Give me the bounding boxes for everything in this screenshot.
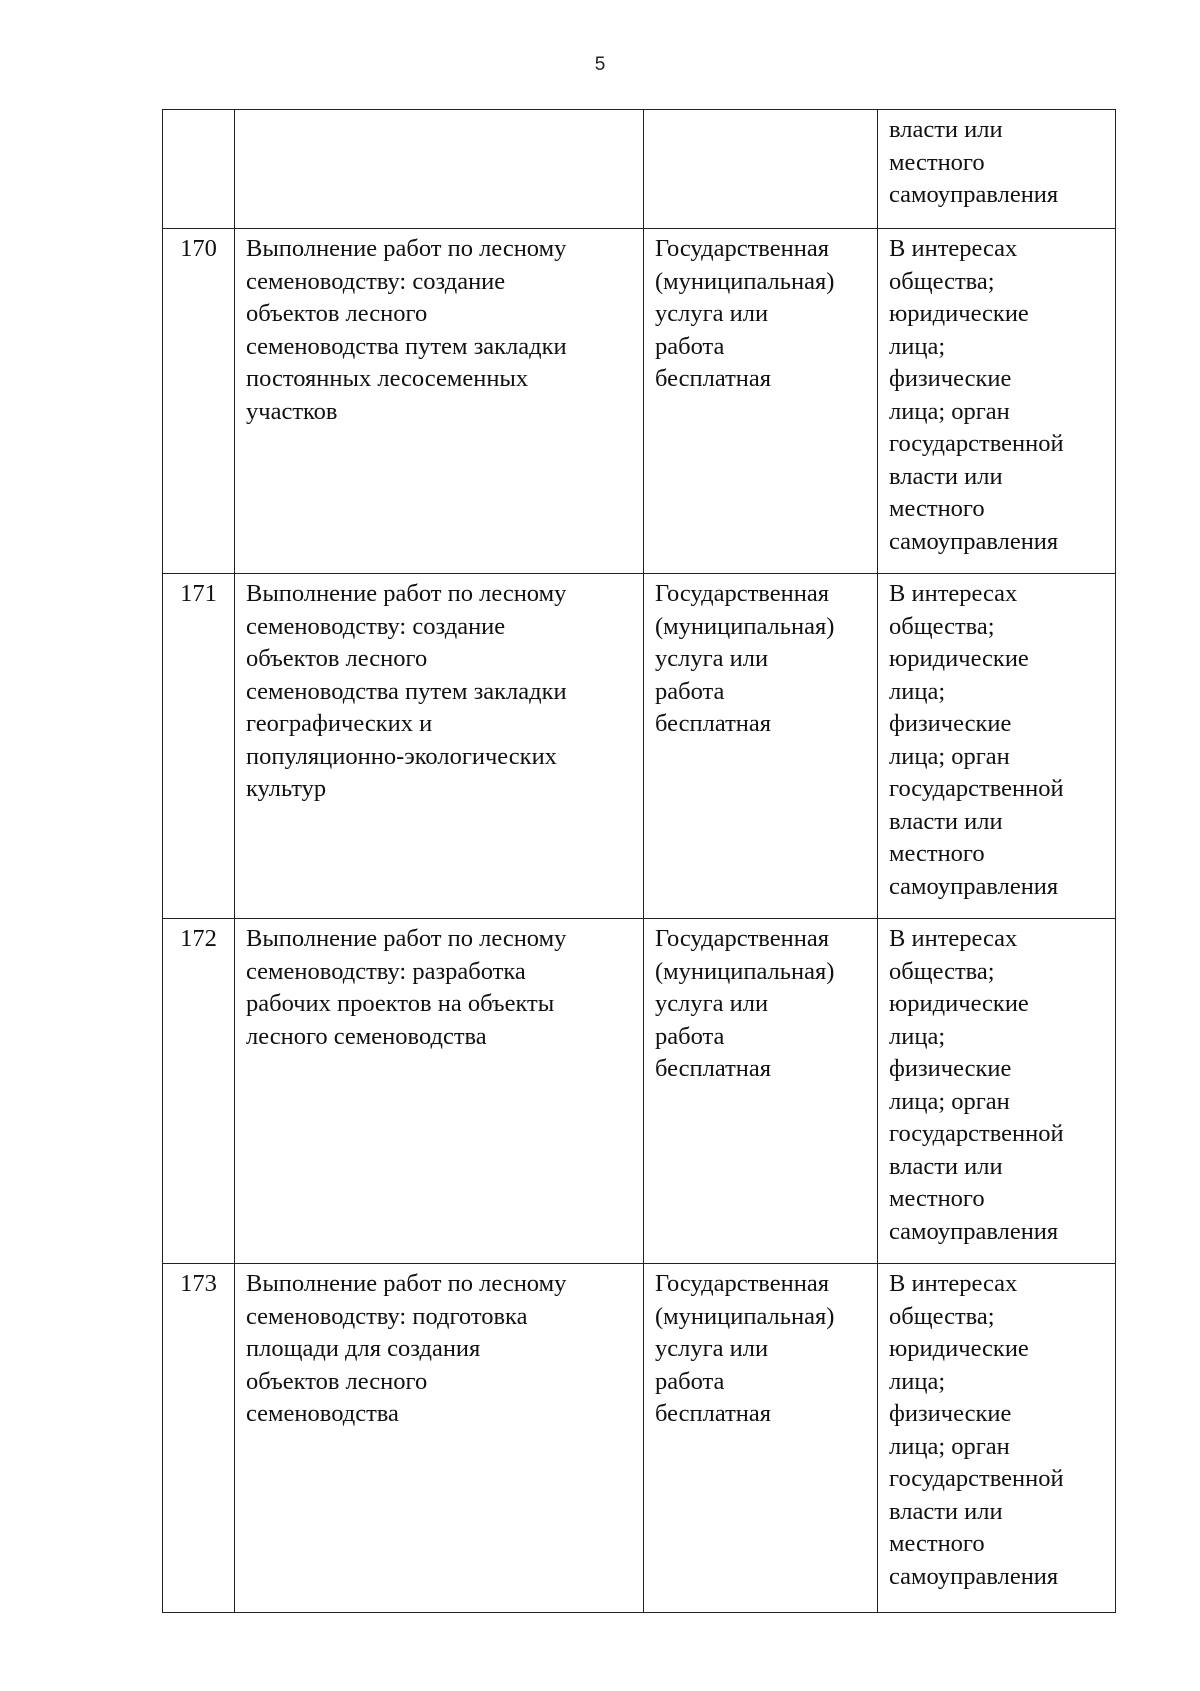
table-row [163, 574, 1116, 919]
service-type-cell: Государственная (муниципальная) услуга или работа бесплатная [644, 1264, 878, 1613]
page-number: 5 [594, 54, 606, 75]
service-name-cell: Выполнение работ по лесному семеноводству: подготовка площади для создания объектов лесного семеноводства [235, 1264, 644, 1613]
service-name-cell: Выполнение работ по лесному семеноводству: создание объектов лесного семеноводства путем закладки постоянных лесосеменных участков [235, 229, 644, 574]
row-number-cell [163, 110, 235, 229]
service-name-cell: Выполнение работ по лесному семеноводству: разработка рабочих проектов на объекты лесного семеноводства [235, 919, 644, 1264]
consumers-cell: власти или местного самоуправления [878, 110, 1116, 229]
service-type-cell: Государственная (муниципальная) услуга или работа бесплатная [644, 574, 878, 919]
table-row [163, 919, 1116, 1264]
table-row [163, 229, 1116, 574]
service-type-cell [644, 110, 878, 229]
consumers-cell: В интересах общества; юридические лица; физические лица; орган государственной власти или местного самоуправления [878, 574, 1116, 919]
service-type-cell: Государственная (муниципальная) услуга или работа бесплатная [644, 229, 878, 574]
consumers-cell: В интересах общества; юридические лица; физические лица; орган государственной власти или местного самоуправления [878, 229, 1116, 574]
row-number-cell: 171 [163, 574, 235, 919]
service-type-cell: Государственная (муниципальная) услуга или работа бесплатная [644, 919, 878, 1264]
services-table [162, 109, 1116, 1613]
row-number-cell: 170 [163, 229, 235, 574]
table-row-continuation [163, 110, 1116, 229]
service-name-cell [235, 110, 644, 229]
consumers-cell: В интересах общества; юридические лица; физические лица; орган государственной власти или местного самоуправления [878, 919, 1116, 1264]
service-name-cell: Выполнение работ по лесному семеноводству: создание объектов лесного семеноводства путем закладки географических и популяционно-экологических культур [235, 574, 644, 919]
table-row [163, 1264, 1116, 1613]
row-number-cell: 172 [163, 919, 235, 1264]
consumers-cell: В интересах общества; юридические лица; физические лица; орган государственной власти или местного самоуправления [878, 1264, 1116, 1613]
row-number-cell: 173 [163, 1264, 235, 1613]
